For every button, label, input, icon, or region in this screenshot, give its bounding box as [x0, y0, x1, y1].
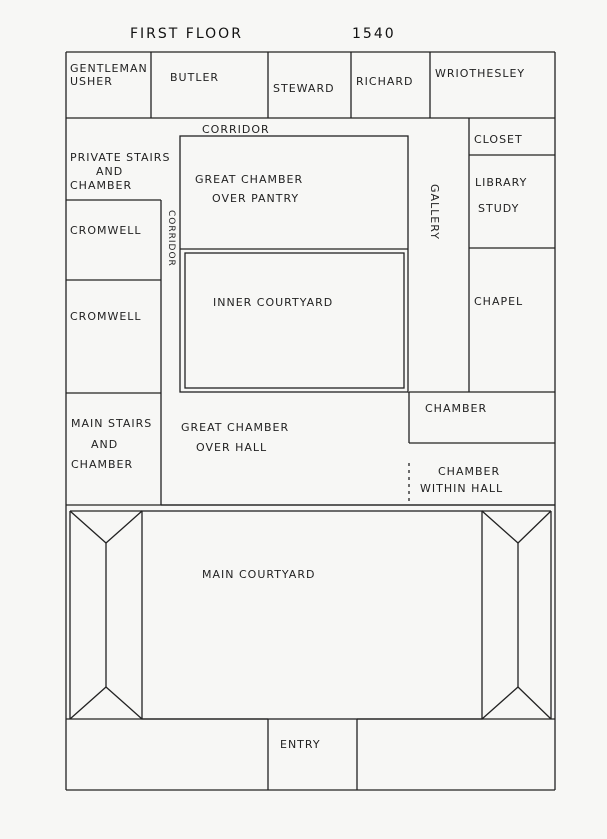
private-stairs-label-3: CHAMBER — [70, 179, 133, 192]
butler-label: BUTLER — [170, 71, 220, 84]
corridor-top-label: CORRIDOR — [202, 123, 270, 136]
gallery-label: GALLERY — [428, 184, 441, 240]
great-chamber-hall-label-2: OVER HALL — [196, 441, 268, 454]
corridor-side-label: CORRIDOR — [166, 210, 176, 267]
main-stairs-label-3: CHAMBER — [71, 458, 134, 471]
closet-label: CLOSET — [474, 133, 523, 146]
inner-courtyard-label: INNER COURTYARD — [213, 296, 334, 309]
main-courtyard-label: MAIN COURTYARD — [202, 568, 316, 581]
library-study-label-1: LIBRARY — [475, 176, 528, 189]
left-wing-walls — [66, 200, 555, 505]
gentleman-usher-label-1: GENTLEMAN — [70, 62, 148, 75]
main-stairs-label-1: MAIN STAIRS — [71, 417, 153, 430]
cromwell-2-label: CROMWELL — [70, 310, 142, 323]
chapel-label: CHAPEL — [474, 295, 524, 308]
year-label: 1540 — [352, 26, 396, 42]
richard-label: RICHARD — [356, 75, 414, 88]
main-stairs-label-2: AND — [91, 438, 119, 451]
private-stairs-label-2: AND — [96, 165, 124, 178]
private-stairs-label-1: PRIVATE STAIRS — [70, 151, 171, 164]
room-labels — [70, 62, 527, 751]
floor-title: FIRST FLOOR — [130, 26, 243, 42]
chamber-within-hall-label-2: WITHIN HALL — [420, 482, 504, 495]
chamber-label: CHAMBER — [425, 402, 488, 415]
library-study-label-2: STUDY — [478, 202, 520, 215]
great-chamber-hall-label-1: GREAT CHAMBER — [181, 421, 290, 434]
gentleman-usher-label-2: USHER — [70, 75, 113, 88]
entry-label: ENTRY — [280, 738, 321, 751]
cromwell-1-label: CROMWELL — [70, 224, 142, 237]
wriothesley-label: WRIOTHESLEY — [435, 67, 526, 80]
great-chamber-pantry-label-1: GREAT CHAMBER — [195, 173, 304, 186]
great-chamber-pantry-label-2: OVER PANTRY — [212, 192, 300, 205]
steward-label: STEWARD — [273, 82, 335, 95]
chamber-within-hall-label-1: CHAMBER — [438, 465, 501, 478]
